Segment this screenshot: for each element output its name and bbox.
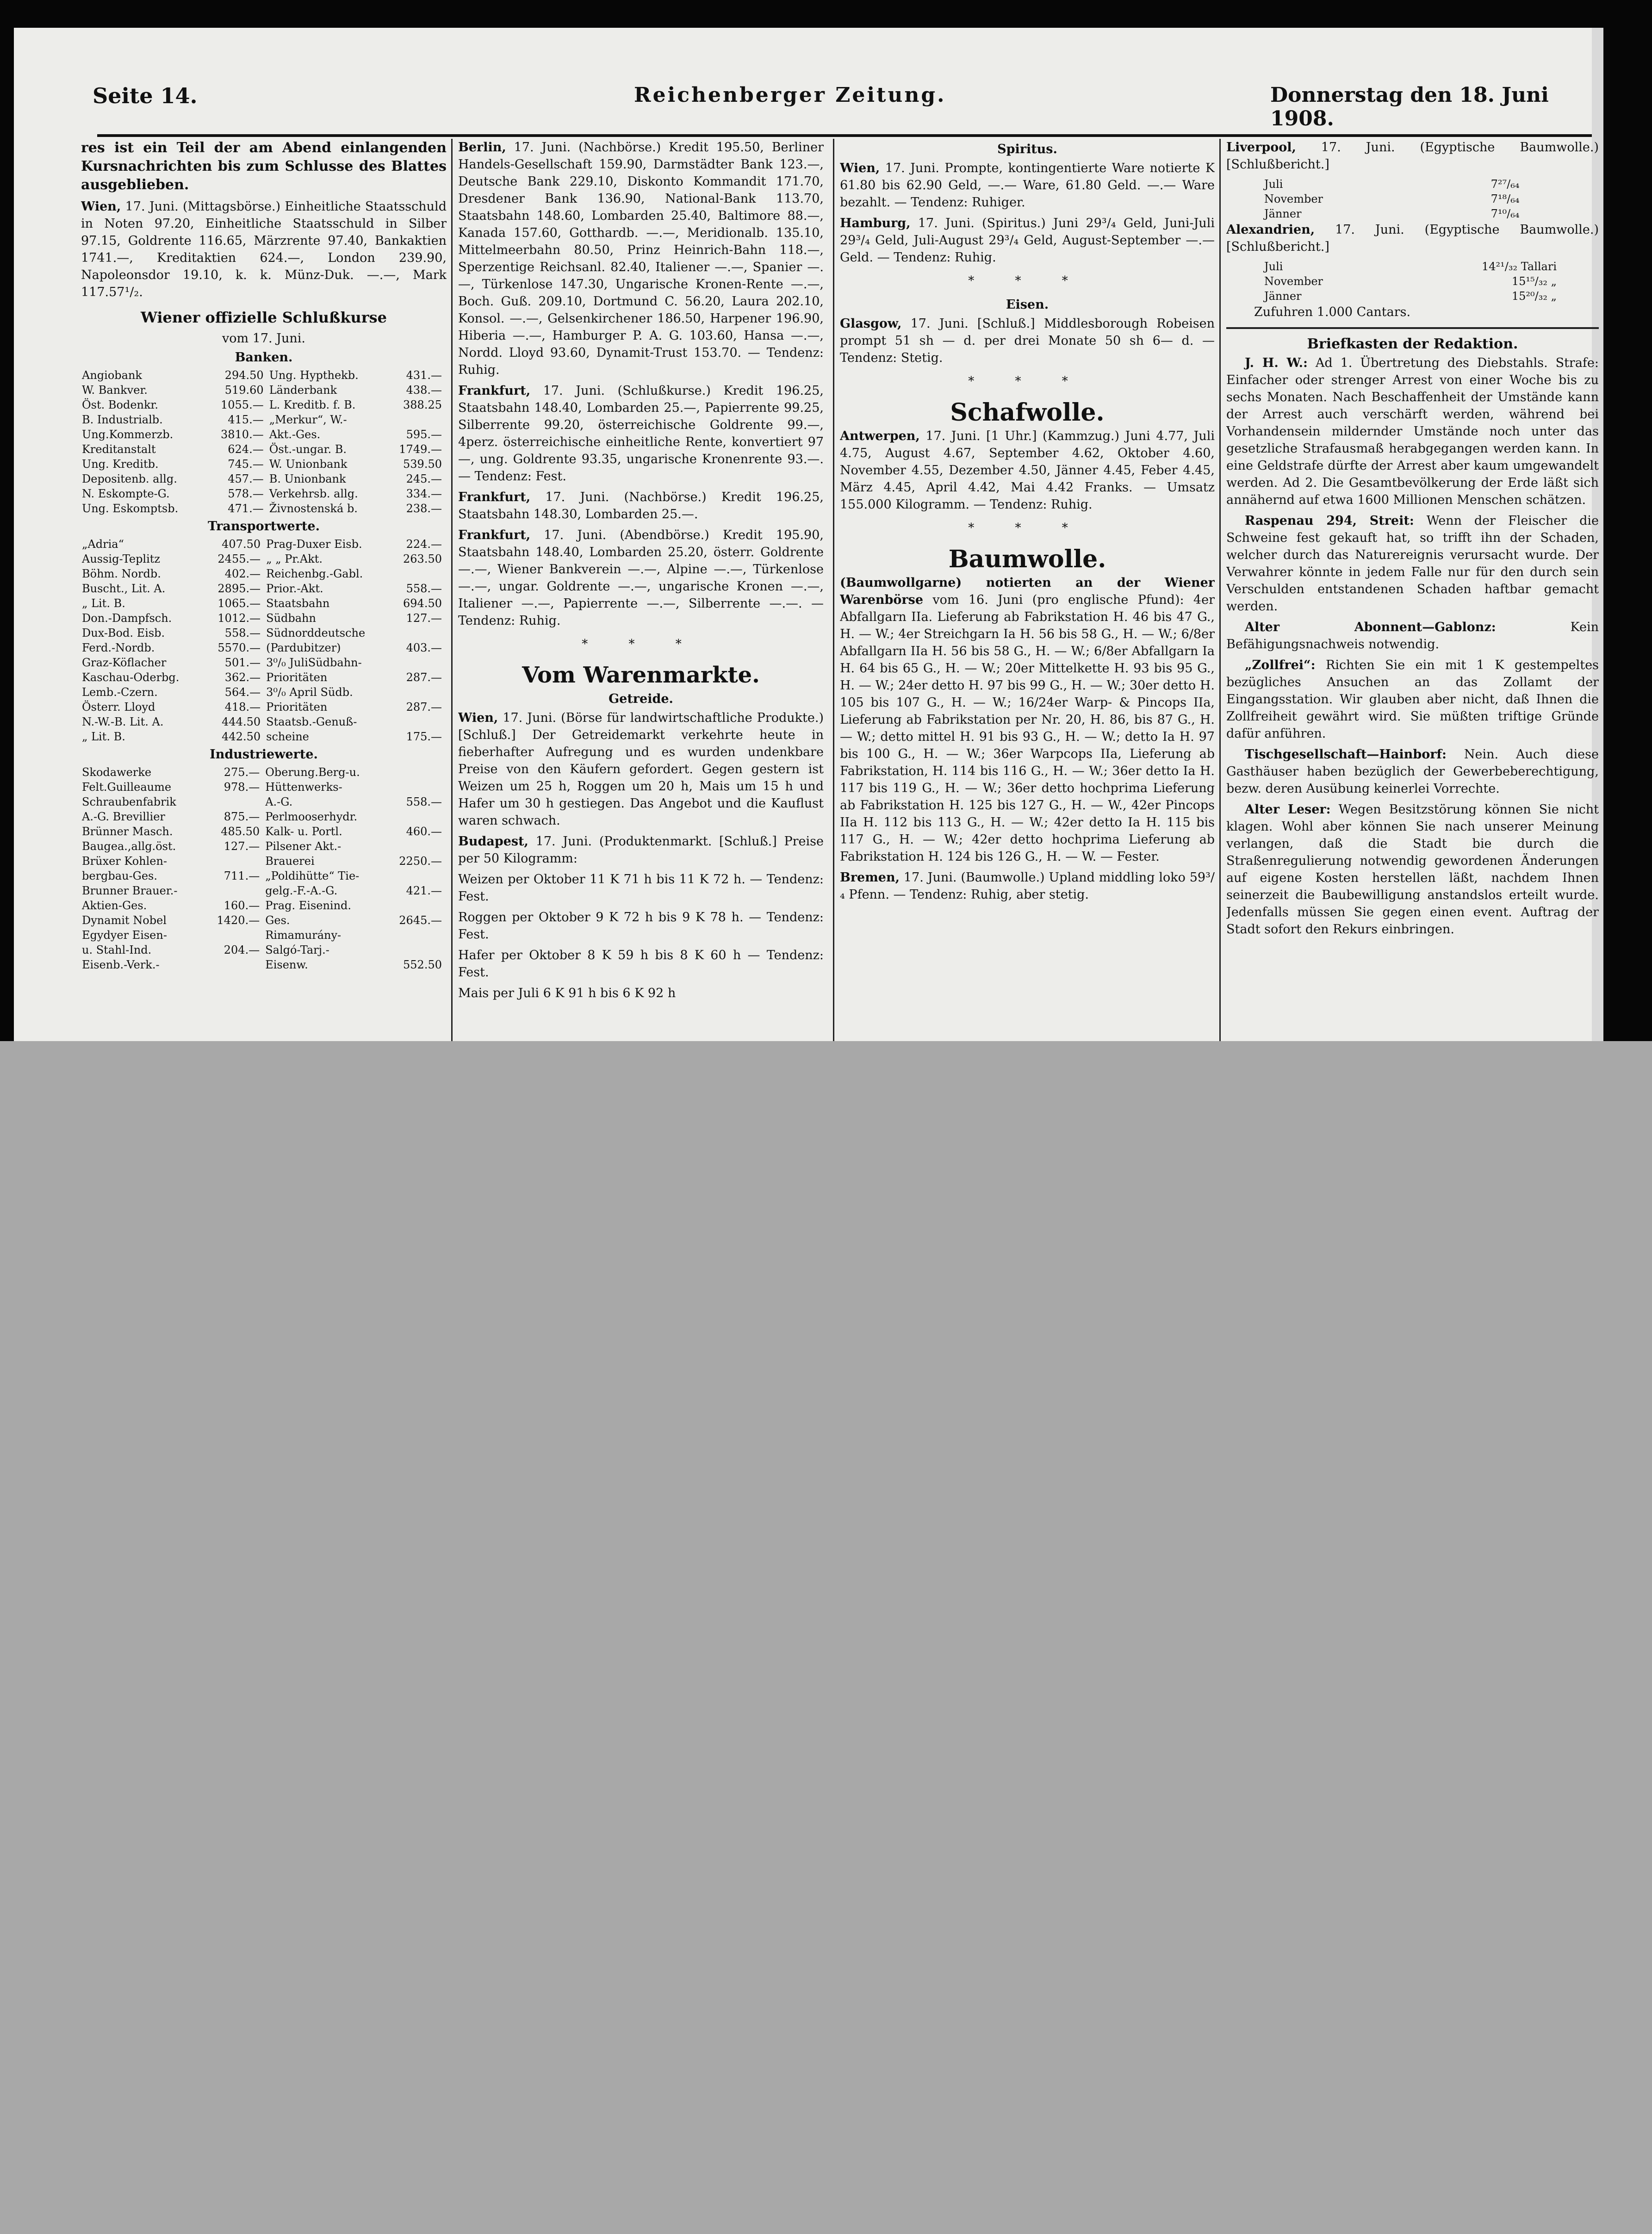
table-cell: Schraubenfabrik — [82, 795, 176, 808]
table-cell: 127.— — [406, 612, 442, 625]
table-row — [81, 626, 447, 640]
section-divider: * * * — [968, 521, 1087, 535]
table-cell: 457.— — [228, 472, 264, 485]
column-4 — [1226, 139, 1599, 1041]
scan-border-left — [0, 0, 14, 1041]
alexandria-table — [1263, 259, 1561, 304]
alexandria-note: Zufuhren 1.000 Cantars. — [1254, 305, 1411, 319]
section-rule — [1226, 327, 1599, 329]
mailbox-letter — [1226, 801, 1599, 938]
table-cell: „ Lit. B. — [82, 597, 125, 610]
table-cell: Ung. Eskomptsb. — [82, 502, 179, 515]
industry-heading: Industriewerte. — [210, 747, 318, 762]
table-cell: 1055.— — [220, 398, 264, 411]
masthead-rule — [97, 134, 1592, 137]
table-cell: 362.— — [224, 671, 261, 684]
table-cell: Buscht., Lit. A. — [82, 582, 166, 595]
table-row — [1263, 259, 1561, 274]
report-frankfurt-evening: Frankfurt, 17. Juni. (Abendbörse.) Kredit 195.90, Staatsbahn 148.40, Lombarden 25.20, österr. Goldrente —.—, Wiener Bankverein —.—, Alpine —.—, Türkenlose —.—, ungar. Goldrente —.—, ungarische Kronen —.—, Italiener —.—, Papierrente —.—, Silberrente —.—. — Tendenz: Ruhig. — [458, 528, 824, 628]
grain-heading: Getreide. — [609, 692, 673, 706]
table-cell: Brünner Masch. — [82, 825, 173, 838]
spiritus-heading: Spiritus. — [997, 142, 1057, 156]
report-budapest: Budapest, 17. Juni. (Produktenmarkt. [Schluß.] Preise per 50 Kilogramm: — [458, 834, 824, 866]
table-cell: 287.— — [406, 701, 442, 714]
table-cell: N.-W.-B. Lit. A. — [82, 715, 164, 728]
liverpool-table — [1263, 177, 1524, 221]
market-title: Vom Warenmarkte. — [522, 662, 760, 688]
newspaper-title: Reichenberger Zeitung. — [634, 83, 946, 107]
table-cell: 595.— — [406, 428, 442, 441]
table-cell: u. Stahl-Ind. — [82, 943, 152, 956]
table-row — [81, 854, 447, 869]
table-row — [81, 427, 447, 442]
column-1 — [81, 139, 447, 1041]
table-cell: Pilsener Akt.- — [265, 840, 342, 853]
report-cotton-yarn: (Baumwollgarne) notierten an der Wiener Warenbörse vom 16. Juni (pro englische Pfund): 4er Abfallgarn IIa. Lieferung ab Fabrikstation H. 46 bis 47 G., H. — W.; 4er Streichgarn Ia H. 56 bis 58 G., H. — W.; 6/8er Abfallgarn IIa H. 56 bis 58 G., H. — W.; 6/8er Abfallgarn Ia H. 64 bis 65 G., H. — W.; 20er Mittelkette H. 93 bis 95 G., H. — W.; 24er detto H. 97 bis 99 G., H. — W.; 30er detto H. 105 bis 107 G., H. — W.; 16/24er Warp- & Pincops IIa, Lieferung ab Fabrikstation per Nr. 20, H. 86, bis 87 G., H. — W.; detto mittel H. 91 bis 93 G., H. — W.; detto Ia H. 97 bis 100 G., H. — W.; 36er Warpcops IIa, Lieferung ab Fabrikstation, H. 114 bis 116 G., H. — W.; 36er detto Ia H. 117 bis 119 G., H. — W.; 36er detto hochprima Lieferung ab Fabrikstation H. 125 bis 127 G., H. — W., 42er Pincops IIa H. 112 bis 113 G., H. — W.; 42er detto Ia H. 115 bis 117 G., H. — W.; 42er detto hochprima Lieferung ab Fabrikstation H. 124 bis 126 G., H. — W. — Fester. — [840, 576, 1215, 864]
report-hamburg: Hamburg, 17. Juni. (Spiritus.) Juni 29³/₄ Geld, Juni-Juli 29³/₄ Geld, Juli-August 29³/₄ Geld, August-September —.— Geld. — Tendenz: Ruhig. — [840, 216, 1215, 265]
table-cell: Verkehrsb. allg. — [269, 487, 358, 500]
table-cell: 175.— — [406, 730, 442, 743]
table-cell: W. Bankver. — [82, 384, 148, 397]
table-cell: 3810.— — [220, 428, 264, 441]
table-cell — [204, 957, 265, 972]
table-cell: 438.— — [406, 384, 442, 397]
table-cell: 558.— — [406, 582, 442, 595]
table-cell: B. Industrialb. — [82, 413, 163, 426]
table-cell: 2250.— — [399, 855, 442, 868]
table-cell: November — [1264, 275, 1323, 288]
table-cell: Brunner Brauer.- — [82, 884, 178, 897]
table-cell: Öst.-ungar. B. — [269, 443, 347, 456]
table-cell: 558.— — [224, 627, 261, 639]
table-row — [1263, 192, 1524, 206]
table-cell: Österr. Lloyd — [82, 701, 155, 714]
table-cell: Dux-Bod. Eisb. — [82, 627, 165, 639]
section-divider: * * * — [968, 374, 1087, 388]
table-cell: Felt.Guilleaume — [82, 781, 172, 794]
table-row — [81, 368, 447, 383]
scan-border-top — [0, 0, 1652, 28]
table-cell: 539.50 — [403, 458, 442, 471]
table-cell: 224.— — [406, 538, 442, 551]
table-cell: Salgó-Tarj.- — [265, 943, 329, 956]
table-cell: Prioritäten — [266, 671, 328, 684]
table-cell: 14²¹/₃₂ Tallari — [1482, 260, 1557, 273]
table-cell: 471.— — [228, 502, 264, 515]
table-row — [81, 596, 447, 611]
table-cell: 564.— — [224, 686, 261, 699]
letter-answer: Wenn der Fleischer die Schweine fest gekauft hat, so trifft ihn der Schaden, welcher durch das Naturereignis verursacht wurde. Der Verwahrer könnte in jedem Falle nur für den durch sein Verschulden entstandenen Schaden haftbar gemacht werden. — [1226, 514, 1599, 614]
table-cell: Aussig-Teplitz — [82, 552, 161, 565]
letter-answer: Ad 1. Übertretung des Diebstahls. Strafe: Einfacher oder strenger Arrest von einer Woche bis zu sechs Monaten. Nach Beschaffenheit der Umstände kann der Arrest auch verschärft werden, während bei Vorhandensein mildernder Umstände noch unter das gesetzliche Strafausmaß herabgegangen werden kann. In eine Geldstrafe dürfte der Arrest aber kaum umgewandelt werden. Ad 2. Die Gesamtbevölkerung der Erde läßt sich annähernd auf etwa 1600 Millionen Menschen schätzen. — [1226, 356, 1599, 507]
wool-title: Schafwolle. — [950, 398, 1105, 427]
table-cell: 578.— — [228, 487, 264, 500]
table-cell: A.-G. Brevillier — [82, 810, 165, 823]
table-cell: N. Eskompte-G. — [82, 487, 170, 500]
table-cell: Oberung.Berg-u. — [265, 766, 360, 779]
report-frankfurt-after: Frankfurt, 17. Juni. (Nachbörse.) Kredit 196.25, Staatsbahn 148.30, Lombarden 25.—. — [458, 490, 824, 521]
report-alexandria: Alexandrien, 17. Juni. (Egyptische Baumwolle.) [Schlußbericht.] — [1226, 223, 1599, 254]
table-cell: Prioritäten — [266, 701, 328, 714]
column-rule — [833, 139, 834, 1041]
table-cell: Prag-Duxer Eisb. — [266, 538, 362, 551]
table-row — [81, 685, 447, 700]
table-cell: 442.50 — [222, 730, 261, 743]
table-cell — [385, 928, 447, 943]
letter-answer: Kein Befähigungsnachweis notwendig. — [1226, 620, 1599, 652]
table-row — [81, 457, 447, 472]
table-cell: Reichenbg.-Gabl. — [266, 567, 363, 580]
table-cell — [385, 412, 447, 427]
table-row — [81, 714, 447, 729]
table-cell: 275.— — [224, 766, 260, 779]
report-bremen: Bremen, 17. Juni. (Baumwolle.) Upland middling loko 59³/₄ Pfenn. — Tendenz: Ruhig, aber stetig. — [840, 870, 1215, 902]
mailbox-letter — [1226, 657, 1599, 742]
table-cell: 287.— — [406, 671, 442, 684]
table-cell: Jänner — [1264, 207, 1302, 220]
table-cell: Staatsbahn — [266, 597, 330, 610]
table-row — [81, 943, 447, 957]
table-cell — [391, 714, 447, 729]
table-row — [81, 765, 447, 780]
mailbox-letter — [1226, 746, 1599, 797]
table-row — [81, 869, 447, 883]
letter-addressee: Raspenau 294, Streit: — [1245, 514, 1414, 528]
table-cell: 501.— — [224, 656, 261, 669]
table-cell: 402.— — [224, 567, 261, 580]
report-berlin: Berlin, 17. Juni. (Nachbörse.) Kredit 195.50, Berliner Handels-Gesellschaft 159.90, Darmstädter Bank 123.—, Deutsche Bank 229.10, Diskonto Kommandit 171.70, Dresdener Bank 136.90, National-Bank 113.70, Staatsbahn 148.60, Lombarden 25.40, Baltimore 88.—, Kanada 157.60, Gotthardb. —.—, Meridionalb. 135.10, Mittelmeerbahn 80.50, Prinz Heinrich-Bahn 118.—, Sperzentige Reichsanl. 82.40, Italiener —.—, Spanier —.—, Türkenlose 147.30, Ungarische Kronen-Rente —.—, Boch. Guß. 209.10, Dortmund C. 56.20, Laura 202.10, Konsol. —.—, Gelsenkirchener 186.50, Harpener 196.90, Hiberia —.—, Hamburger P. A. G. 103.60, Hansa —.—, Nordd. Lloyd 93.60, Dynamit-Trust 153.70. — Tendenz: Ruhig. — [458, 140, 824, 377]
table-row — [1263, 289, 1561, 304]
table-row — [81, 670, 447, 685]
price-mais: Mais per Juli 6 K 91 h bis 6 K 92 h — [458, 986, 676, 1000]
table-cell: „ Lit. B. — [82, 730, 125, 743]
table-cell: Ung.Kommerzb. — [82, 428, 174, 441]
report-glasgow: Glasgow, 17. Juni. [Schluß.] Middlesborough Robeisen prompt 51 sh — d. per drei Monate 50 sh 6— d. — Tendenz: Stetig. — [840, 316, 1215, 365]
table-cell: 711.— — [224, 869, 260, 882]
table-row — [81, 700, 447, 714]
table-row — [81, 611, 447, 626]
table-row — [81, 486, 447, 501]
table-cell: Böhm. Nordb. — [82, 567, 161, 580]
table-cell: scheine — [266, 730, 309, 743]
price-weizen: Weizen per Oktober 11 K 71 h bis 11 K 72 h. — Tendenz: Fest. — [458, 872, 824, 904]
table-cell: 460.— — [406, 825, 442, 838]
table-cell: Kaschau-Oderbg. — [82, 671, 180, 684]
table-cell: Živnostenská b. — [269, 502, 358, 515]
report-frankfurt-close: Frankfurt, 17. Juni. (Schlußkurse.) Kredit 196.25, Staatsbahn 148.40, Lombarden 25.—, Papierrente 99.25, Silberrente 99.20, österreichische Goldrente 99.—, 4perz. österreichische einheitliche Rente, konvertiert 97—, ung. Goldrente 93.35, ungarische Kronenrente 93.—. — Tendenz: Fest. — [458, 384, 824, 484]
table-cell: 334.— — [406, 487, 442, 500]
table-row — [81, 472, 447, 486]
table-cell: 407.50 — [222, 538, 261, 551]
mailbox-heading: Briefkasten der Redaktion. — [1307, 336, 1518, 352]
table-cell: Rimamurány- — [265, 929, 342, 942]
table-row — [81, 501, 447, 516]
table-cell — [385, 780, 447, 794]
table-cell — [385, 898, 447, 913]
table-cell — [385, 869, 447, 883]
table-cell: „Merkur“, W.- — [269, 413, 347, 426]
section-divider: * * * — [582, 637, 700, 651]
table-cell — [391, 685, 447, 700]
table-cell — [204, 854, 265, 869]
banks-heading: Banken. — [235, 350, 293, 365]
table-cell: Perlmooserhydr. — [265, 810, 358, 823]
table-row — [81, 957, 447, 972]
table-cell: 418.— — [224, 701, 261, 714]
table-cell: 5570.— — [217, 641, 261, 654]
table-row — [1263, 274, 1561, 289]
table-cell: bergbau-Ges. — [82, 869, 157, 882]
table-cell — [391, 566, 447, 581]
table-cell: Prior.-Akt. — [266, 582, 323, 595]
table-cell: 7¹⁰/₆₄ — [1491, 207, 1520, 220]
letter-answer: Nein. Auch diese Gasthäuser haben bezüglich der Gewerbeberechtigung, bezw. deren Ausübung keinerlei Vorrechte. — [1226, 747, 1599, 796]
iron-heading: Eisen. — [1006, 298, 1049, 312]
table-cell: Kalk- u. Portl. — [265, 825, 342, 838]
table-cell: 204.— — [224, 943, 260, 956]
report-wien-grain: Wien, 17. Juni. (Börse für landwirtschaftliche Produkte.) [Schluß.] Der Getreidemarkt verkehrte heute in fieberhafter Aufregung und es wurden undenkbare Preise von den Käufern gefordert. Gegen gestern ist Weizen um 25 h, Roggen um 20 h, Mais um 15 h und Hafer um 30 h gestiegen. Das Angebot und die Kauflust waren schwach. — [458, 711, 824, 828]
table-cell: Kreditanstalt — [82, 443, 156, 456]
table-cell: 160.— — [224, 899, 260, 912]
table-row — [1263, 206, 1524, 221]
table-cell — [204, 794, 265, 809]
table-cell — [385, 809, 447, 824]
table-row — [81, 581, 447, 596]
letter-answer: Wegen Besitzstörung können Sie nicht klagen. Wohl aber können Sie nach unserer Meinung verlangen, daß die Stadt bie durch die Straßenregulierung notwendig gewordenen Änderungen auf eigene Kosten herstellen läßt, nachdem Ihnen seinerzeit die Baubewilligung anstandslos erteilt wurde. Jedenfalls müssen Sie gegen einen event. Auftrag der Stadt sofort den Rekurs einbringen. — [1226, 802, 1599, 937]
banks-table — [81, 368, 447, 516]
official-quotes-title: Wiener offizielle Schlußkurse — [140, 309, 387, 326]
mailbox-letter — [1226, 512, 1599, 615]
report-antwerpen: Antwerpen, 17. Juni. [1 Uhr.] (Kammzug.) Juni 4.77, Juli 4.75, August 4.67, September 4.62, Oktober 4.60, November 4.55, Dezember 4.50, Jänner 4.45, Feber 4.45, März 4.45, April 4.42, Mai 4.42 Franks. — Umsatz 155.000 Kilogramm. — Tendenz: Ruhig. — [840, 429, 1215, 512]
table-cell: Öst. Bodenkr. — [82, 398, 159, 411]
column-2 — [458, 139, 824, 1041]
table-cell: Ung. Hypthekb. — [269, 369, 359, 382]
table-row — [81, 913, 447, 928]
table-cell: Eisenw. — [265, 958, 308, 971]
column-3 — [840, 139, 1215, 1041]
table-cell: 127.— — [224, 840, 260, 853]
intro-note: res ist ein Teil der am Abend einlangenden Kursnachrichten bis zum Schlusse des Blattes ausgeblieben. — [81, 140, 447, 193]
table-cell: 1749.— — [399, 443, 442, 456]
table-row — [81, 780, 447, 794]
table-cell: 7¹⁸/₆₄ — [1491, 192, 1520, 205]
table-cell: Egydyer Eisen- — [82, 929, 167, 942]
table-cell: 875.— — [224, 810, 260, 823]
letter-addressee: Tischgesellschaft—Hainborf: — [1245, 747, 1447, 762]
table-cell: Länderbank — [269, 384, 337, 397]
report-liverpool: Liverpool, 17. Juni. (Egyptische Baumwolle.) [Schlußbericht.] — [1226, 140, 1599, 172]
column-rule — [451, 139, 453, 1041]
report-wien-spiritus: Wien, 17. Juni. Prompte, kontingentierte Ware notierte K 61.80 bis 62.90 Geld, —.— Ware, 61.80 Geld. —.— Ware bezahlt. — Tendenz: Ruhiger. — [840, 161, 1215, 210]
table-cell: Prag. Eisenind. — [265, 899, 352, 912]
table-cell: Südbahn — [266, 612, 316, 625]
table-cell: Akt.-Ges. — [269, 428, 321, 441]
table-row — [81, 839, 447, 854]
table-row — [81, 898, 447, 913]
table-cell: 1012.— — [217, 612, 261, 625]
table-cell: Hüttenwerks- — [265, 781, 342, 794]
cotton-title: Baumwolle. — [948, 545, 1106, 573]
table-cell: 431.— — [406, 369, 442, 382]
table-cell: Baugea.,allg.öst. — [82, 840, 176, 853]
letter-addressee: J. H. W.: — [1245, 356, 1308, 370]
table-row — [81, 729, 447, 744]
table-cell: 263.50 — [403, 552, 442, 565]
table-cell: 3⁰/₀ April Südb. — [266, 686, 353, 699]
page-number: Seite 14. — [93, 83, 198, 108]
table-cell: Skodawerke — [82, 766, 152, 779]
price-hafer: Hafer per Oktober 8 K 59 h bis 8 K 60 h — Tendenz: Fest. — [458, 948, 824, 980]
letter-addressee: „Zollfrei“: — [1245, 658, 1316, 672]
table-cell: 694.50 — [403, 597, 442, 610]
table-cell: Brauerei — [265, 855, 315, 868]
table-cell: 519.60 — [224, 384, 264, 397]
table-cell — [204, 883, 265, 898]
table-cell: 444.50 — [222, 715, 261, 728]
table-cell: 552.50 — [403, 958, 442, 971]
table-cell: 3⁰/₀ JuliSüdbahn- — [266, 656, 362, 669]
table-cell: Südnorddeutsche — [266, 627, 366, 639]
table-row — [81, 412, 447, 427]
table-row — [81, 442, 447, 457]
mailbox-letter — [1226, 354, 1599, 509]
table-cell — [385, 765, 447, 780]
table-cell: Eisenb.-Verk.- — [82, 958, 160, 971]
table-cell: 245.— — [406, 472, 442, 485]
letter-answer: Richten Sie ein mit 1 K gestempeltes bezügliches Ansuchen an das Zollamt der Eingangsstation. Wir glauben aber nicht, daß Ihnen die Zollfreiheit gewährt wird. Sie müßten triftige Gründe dafür anführen. — [1226, 658, 1599, 741]
table-cell: Angiobank — [82, 369, 142, 382]
table-row — [81, 883, 447, 898]
table-cell: 294.50 — [224, 369, 264, 382]
table-cell: 2895.— — [217, 582, 261, 595]
masthead — [93, 83, 1596, 130]
table-cell: Brüxer Kohlen- — [82, 855, 168, 868]
table-cell: Don.-Dampfsch. — [82, 612, 172, 625]
letter-addressee: Alter Leser: — [1245, 802, 1331, 817]
table-cell: 7²⁷/₆₄ — [1491, 178, 1520, 191]
mailbox-letters — [1226, 354, 1599, 938]
table-cell: 388.25 — [403, 398, 442, 411]
table-cell: L. Kreditb. f. B. — [269, 398, 356, 411]
table-row — [81, 809, 447, 824]
table-cell: 978.— — [224, 781, 260, 794]
table-cell: 745.— — [228, 458, 264, 471]
transport-table — [81, 537, 447, 744]
table-cell: Juli — [1264, 178, 1283, 191]
letter-addressee: Alter Abonnent—Gablonz: — [1245, 620, 1496, 634]
table-cell: 15²⁰/₃₂ „ — [1511, 290, 1557, 303]
table-cell: Ges. — [265, 914, 290, 927]
table-row — [81, 794, 447, 809]
table-row — [81, 383, 447, 397]
table-cell: Jänner — [1264, 290, 1302, 303]
table-cell: „Adria“ — [82, 538, 124, 551]
table-row — [81, 537, 447, 552]
table-row — [81, 640, 447, 655]
table-cell: 15¹⁵/₃₂ „ — [1511, 275, 1557, 288]
table-cell: Depositenb. allg. — [82, 472, 177, 485]
table-cell: 624.— — [228, 443, 264, 456]
table-row — [81, 566, 447, 581]
table-cell: Lemb.-Czern. — [82, 686, 158, 699]
table-cell: gelg.-F.-A.-G. — [265, 884, 338, 897]
issue-date: Donnerstag den 18. Juni 1908. — [1270, 83, 1549, 130]
table-cell — [391, 655, 447, 670]
table-cell: „ „ Pr.Akt. — [266, 552, 323, 565]
table-cell: 1420.— — [217, 914, 260, 927]
table-cell: Juli — [1264, 260, 1283, 273]
section-divider: * * * — [968, 274, 1087, 288]
price-roggen: Roggen per Oktober 9 K 72 h bis 9 K 78 h. — Tendenz: Fest. — [458, 910, 824, 942]
table-row — [1263, 177, 1524, 192]
table-cell — [385, 839, 447, 854]
table-row — [81, 397, 447, 412]
table-cell: Dynamit Nobel — [82, 914, 167, 927]
table-cell: Staatsb.-Genuß- — [266, 715, 357, 728]
transport-heading: Transportwerte. — [208, 519, 320, 534]
table-cell: Ferd.-Nordb. — [82, 641, 155, 654]
table-cell: (Pardubitzer) — [266, 641, 341, 654]
table-cell: 558.— — [406, 795, 442, 808]
table-cell: 1065.— — [217, 597, 261, 610]
table-cell: 421.— — [406, 884, 442, 897]
table-cell: 2455.— — [217, 552, 261, 565]
table-cell: B. Unionbank — [269, 472, 346, 485]
column-rule — [1219, 139, 1221, 1041]
table-cell: „Poldihütte“ Tie- — [265, 869, 360, 882]
scan-border-right — [1603, 0, 1652, 1041]
table-cell: 415.— — [228, 413, 264, 426]
table-cell: Ung. Kreditb. — [82, 458, 159, 471]
table-row — [81, 552, 447, 566]
table-cell — [391, 626, 447, 640]
table-cell: November — [1264, 192, 1323, 205]
table-cell — [385, 943, 447, 957]
table-cell: 238.— — [406, 502, 442, 515]
table-cell: W. Unionbank — [269, 458, 348, 471]
mailbox-letter — [1226, 619, 1599, 653]
table-cell: 403.— — [406, 641, 442, 654]
table-cell: A.-G. — [265, 795, 293, 808]
table-cell: Graz-Köflacher — [82, 656, 167, 669]
table-cell: Aktien-Ges. — [82, 899, 147, 912]
table-row — [81, 655, 447, 670]
table-cell: 2645.— — [399, 914, 442, 927]
table-row — [81, 928, 447, 943]
table-cell — [204, 928, 265, 943]
report-wien-midday: Wien, 17. Juni. (Mittagsbörse.) Einheitliche Staatsschuld in Noten 97.20, Einheitliche Staatsschuld in Silber 97.15, Goldrente 116.65, Märzrente 97.40, Bankaktien 1741.—, Kreditaktien 624.—, London 239.90, Napoleonsdor 19.10, k. k. Münz-Duk. —.—, Mark 117.57¹/₂. — [81, 199, 447, 299]
industry-table — [81, 765, 447, 972]
official-quotes-date: vom 17. Juni. — [222, 331, 306, 346]
table-row — [81, 824, 447, 839]
table-cell: 485.50 — [221, 825, 260, 838]
